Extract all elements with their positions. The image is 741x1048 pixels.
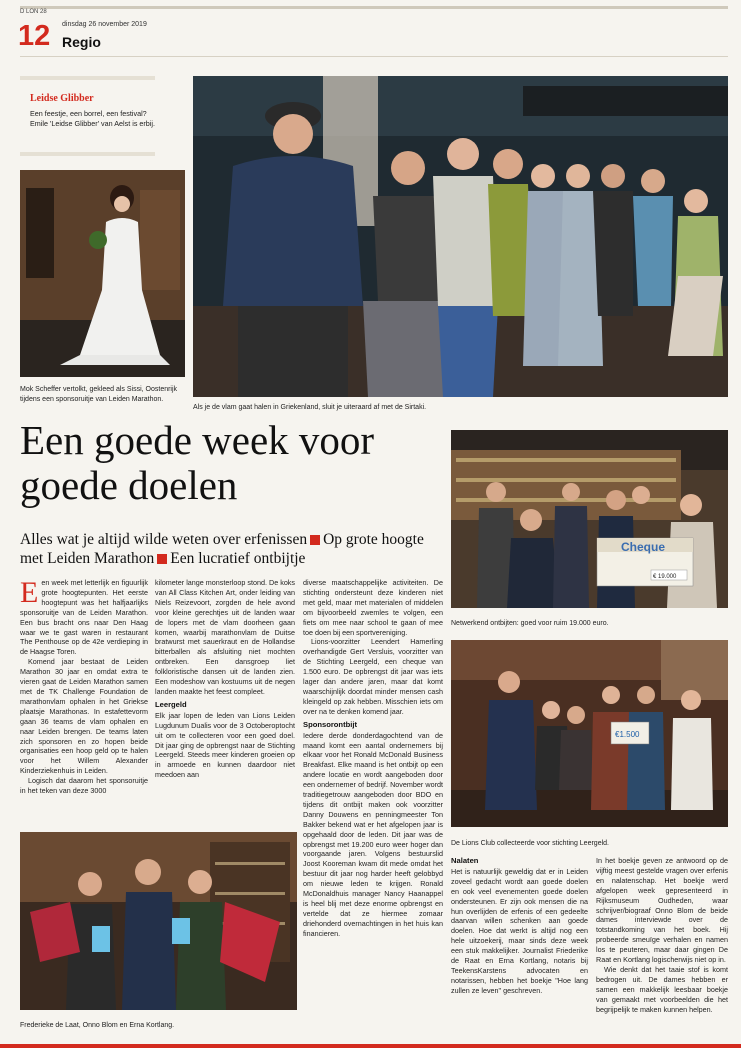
article-headline: Een goede week voor goede doelen: [20, 417, 375, 508]
glibber-intro: Een feestje, een borrel, een festival? Emile 'Leidse Glibber' van Aelst is erbij.: [30, 109, 155, 128]
bride-caption: Mok Scheffer vertolkt, gekleed als Sissi, Oostenrijk tijdens een sponsoruitje van Leiden Marathon.: [20, 386, 178, 403]
glibber-rule-top: [20, 76, 155, 80]
subhead-part-3: Een lucratief ontbijtje: [170, 550, 306, 567]
bullet-square: [157, 554, 167, 564]
page-number: 12: [18, 20, 51, 52]
col1-paragraph-1: en week met letterlijk en figuurlijk grote hoogtepunten. Het eerste hoogtepunt was het halfjaarlijks sponsoruitje van de Leiden Marathon. Een bus bracht ons naar Den Haag waar we te gast waren in restaurant The Penthouse op de 42e verdieping in de Haagse Toren.: [20, 578, 148, 657]
subhead-part-1: Alles wat je altijd wilde weten over erfenissen: [20, 531, 308, 548]
lions-board-amount: €1.500: [615, 730, 640, 739]
article-column-1: [20, 578, 148, 823]
drop-cap: E: [20, 578, 39, 609]
sirtaki-caption: Als je de vlam gaat halen in Griekenland, sluit je uiteraard af met de Sirtaki.: [193, 404, 427, 411]
edition-tag: D LON 28: [20, 9, 47, 15]
col5-paragraph-1: In het boekje geven ze antwoord op de vijftig meest gestelde vragen over erfenis en nalatenschap. Het boekje werd afgelopen week gepresenteerd in Rijksmuseum Oudheden, waar schrijver/biograaf Onno Blom de beide dames interviewde over de totstandkoming van het boek. Hij probeerde smeuïge verhalen en namen los te peuteren, maar daar gingen De Raat en Kortlang logischerwijs niet op in.: [596, 856, 728, 965]
cheque-label: Cheque: [621, 540, 666, 554]
authors-caption: Frederieke de Laat, Onno Blom en Erna Kortlang.: [20, 1022, 175, 1029]
authors-photo: [20, 832, 297, 1010]
col3-paragraph-2: Lions-voorzitter Leendert Hamerling overhandigde Gert Versluis, voorzitter van de Stichting Leergeld, een cheque van 1.500 euro. De opbrengst dit jaar was iets lager dan andere jaren, maar dat komt waarschijnlijk doordat minder mensen cash kleingeld op zak hebben. Misschien iets om over na te denken komend jaar.: [303, 637, 443, 716]
col3-paragraph-1: diverse maatschappelijke activiteiten. De stichting ondersteunt deze kinderen niet met geld, maar met materialen of middelen om bijvoorbeeld zwemles te volgen, een fiets om mee naar school te gaan of mee toe doen bij een sportvereniging.: [303, 578, 443, 637]
col4-subheading: Nalaten: [451, 856, 479, 865]
lions-photo: [451, 640, 728, 827]
col2-paragraph-1: kilometer lange monsterloop stond. De koks van All Class Kitchen Art, onder leiding van Niels Reizevoort, zorgden de hele avond voor kleine gerechtjes uit de landen waar de lopers met de vlam doorheen gaan komen, waarbij marathonvlam de Duitse bratwurst met sauerkraut en de Hollandse bitterballen als afsluiting niet mochten ontbreken. Een dansgroep liet folkloristische dansen uit de landen zien. Een modeshow van kostuums uit de negen landen maakte het feest compleet.: [155, 578, 295, 696]
article-column-3: [303, 578, 443, 1028]
breakfast-photo: [451, 430, 728, 608]
sirtaki-photo: [193, 76, 728, 397]
glibber-rule-bottom: [20, 152, 155, 156]
article-column-2: [155, 578, 295, 823]
col2-paragraph-2: Elk jaar lopen de leden van Lions Leiden Lugdunum Dualis voor de 3 Octoberoptocht uit om te collecteren voor een goed doel. Dit jaar ging de opbrengst naar de Stichting Leergeld. Steeds meer kinderen groeien op in armoede en kunnen daardoor niet meedoen aan: [155, 710, 295, 780]
cheque-amount: € 19.000: [653, 574, 677, 580]
subhead-part-2: Op grote hoogte met Leiden Marathon: [20, 531, 424, 567]
bullet-square: [310, 535, 320, 545]
article-column-4: [451, 856, 588, 1028]
section-title: Regio: [62, 34, 101, 50]
top-rule: [20, 6, 728, 9]
issue-date: dinsdag 26 november 2019: [62, 21, 147, 28]
col1-paragraph-2: Komend jaar bestaat de Leiden Marathon 30 jaar en omdat extra te vieren gaat de Leiden Marathon samen met de TK Challenge Foundation de marathonvlam ophalen in het Griekse plaatsje Marathonas. In estafettevorm gaan 36 teams de vlam ophalen en naar Leiden brengen. De teams laten zich sponsoren en zo hopen beide organisaties een hoop geld op te halen voor het Willem Alexander Kinderziekenhuis in Leiden.: [20, 657, 148, 776]
article-subhead: [20, 530, 440, 568]
bride-photo: [20, 170, 185, 377]
col4-paragraph-1: Het is natuurlijk geweldig dat er in Leiden zoveel gedacht wordt aan goede doelen en ook veel evenementen goede doelen ondersteunen. Er zijn ook mensen die na hun overlijden de erfenis of een gedeelte daarvan willen schenken aan goede doelen. Hoe dat werkt is altijd nog een hele uitzoekerij, maar sinds deze week een stuk makkelijker. Journalist Friederike de Raat en Erna Kortlang, notaris bij TeekensKarstens advocaten en notarissen, hebben het boekje "Hoe lang zullen ze leven" geschreven.: [451, 866, 588, 995]
footer-accent: [0, 1044, 741, 1048]
lions-caption: De Lions Club collecteerde voor stichting Leergeld.: [451, 840, 609, 847]
breakfast-caption: Netwerkend ontbijten: goed voor ruim 19.000 euro.: [451, 620, 609, 627]
col3-subheading: Sponsorontbijt: [303, 719, 357, 729]
col2-subheading: Leergeld: [155, 699, 187, 709]
article-column-5: [596, 856, 728, 1028]
col5-paragraph-2: Wie denkt dat het taaie stof is komt bedrogen uit. De dames hebben er samen een makkelijk leesbaar boekje van gemaakt met voorbeelden die het begrijpelijk te maken kunnen helpen.: [596, 964, 728, 1014]
glibber-title: Leidse Glibber: [30, 93, 94, 104]
col3-paragraph-3: Iedere derde donderdagochtend van de maand komt een aantal ondernemers bij elkaar voor het Ronald McDonald Business Breakfast. Elke maand is het ontbijt op een andere locatie en wordt aangeboden door een ondernemer of bedrijf. November wordt traditiegetrouw aangeboden door BDO en tijdens dit ontbijt maken ook voorzitter Danny Douwens en penningmeester Ton Bakker bekend wat er het afgelopen jaar is opgehaald door de leden. Dit jaar was de opbrengst met 19.200 euro weer hoger dan voorgaande jaren. Volgens bestuurslid Joost Kooreman kwam dit mede omdat het bestuur dit jaar nog harder heeft gelobbyd om nieuwe leden te krijgen. Ronald McDonaldhuis manager Nancy Haanappel is heel blij met deze enorme opbrengst en vertelde dat ze hiermee zomaar driehonderd overnachtingen in het huis kan financieren.: [303, 730, 443, 938]
col1-paragraph-3: Logisch dat daarom het sponsoruitje in het teken van deze 3000: [20, 776, 148, 796]
header-divider: [20, 56, 728, 57]
